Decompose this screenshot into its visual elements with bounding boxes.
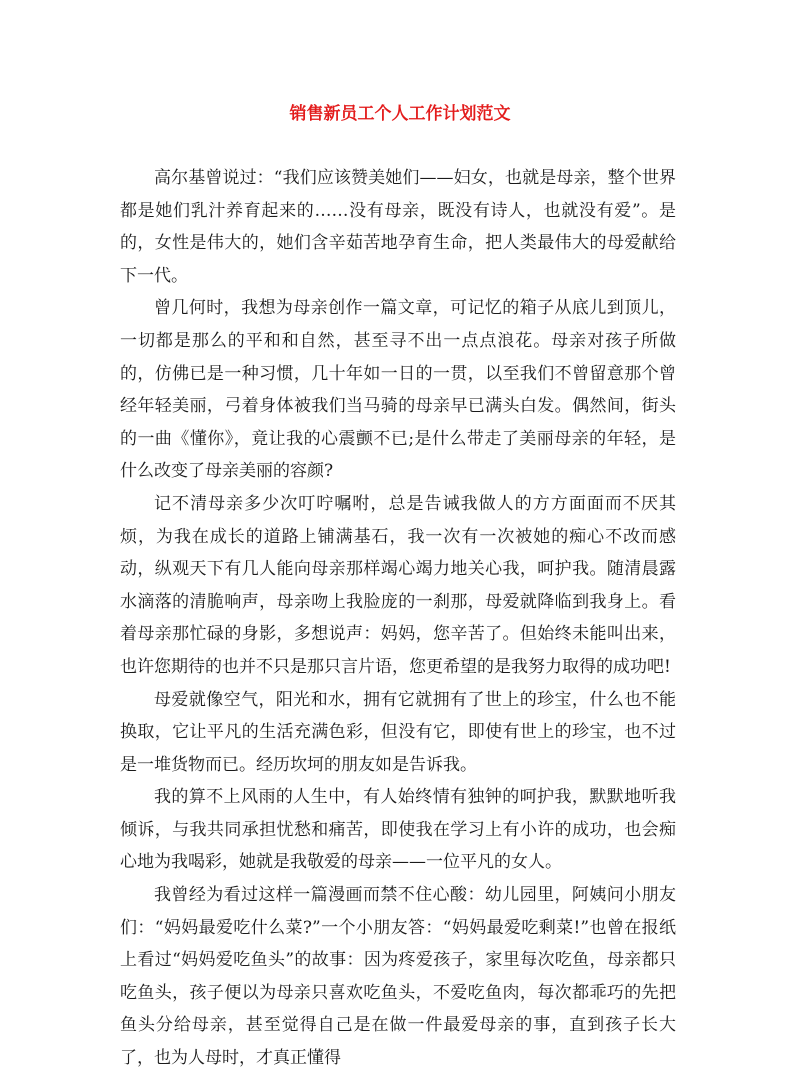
paragraph: 我的算不上风雨的人生中，有人始终情有独钟的呵护我，默默地听我倾诉，与我共同承担忧愁和痛苦，即使我在学习上有小许的成功，也会痴心地为我喝彩，她就是我敬爱的母亲——一位平凡的女人。	[120, 787, 676, 873]
paragraph: 曾几何时，我想为母亲创作一篇文章，可记忆的箱子从底儿到顶儿，一切都是那么的平和和自然，甚至寻不出一点点浪花。母亲对孩子所做的，仿佛已是一种习惯，几十年如一日的一贯，以至我们不曾留意那个曾经年轻美丽，弓着身体被我们当马骑的母亲早已满头白发。偶然间，街头的一曲《懂你》，竟让我的心震颤不已;是什么带走了美丽母亲的年轻，是什么改变了母亲美丽的容颜?	[120, 298, 676, 482]
paragraph: 高尔基曾说过：“我们应该赞美她们——妇女，也就是母亲，整个世界都是她们乳汁养育起来的……没有母亲，既没有诗人，也就没有爱”。是的，女性是伟大的，她们含辛茹苦地孕育生命，把人类最伟大的母爱献给下一代。	[120, 168, 676, 286]
paragraph: 记不清母亲多少次叮咛嘱咐，总是告诫我做人的方方面面而不厌其烦，为我在成长的道路上铺满基石，我一次有一次被她的痴心不改而感动，纵观天下有几人能向母亲那样竭心竭力地关心我，呵护我。随清晨露水滴落的清脆响声，母亲吻上我脸庞的一刹那，母爱就降临到我身上。看着母亲那忙碌的身影，多想说声：妈妈，您辛苦了。但始终未能叫出来，也许您期待的也并不只是那只言片语，您更希望的是我努力取得的成功吧!	[120, 493, 676, 677]
paragraph: 我曾经为看过这样一篇漫画而禁不住心酸：幼儿园里，阿姨问小朋友们：“妈妈最爱吃什么菜?”一个小朋友答：“妈妈最爱吃剩菜!”也曾在报纸上看过“妈妈爱吃鱼头”的故事：因为疼爱孩子，家里每次吃鱼，母亲都只吃鱼头，孩子便以为母亲只喜欢吃鱼头，不爱吃鱼肉，每次都乖巧的先把鱼头分给母亲，甚至觉得自己是在做一件最爱母亲的事，直到孩子长大了，也为人母时，才真正懂得	[120, 885, 676, 1069]
document-title: 销售新员工个人工作计划范文	[289, 104, 511, 124]
document-body	[120, 162, 676, 1075]
paragraph: 母爱就像空气，阳光和水，拥有它就拥有了世上的珍宝，什么也不能换取，它让平凡的生活充满色彩，但没有它，即使有世上的珍宝，也不过是一堆货物而已。经历坎坷的朋友如是告诉我。	[120, 689, 676, 775]
